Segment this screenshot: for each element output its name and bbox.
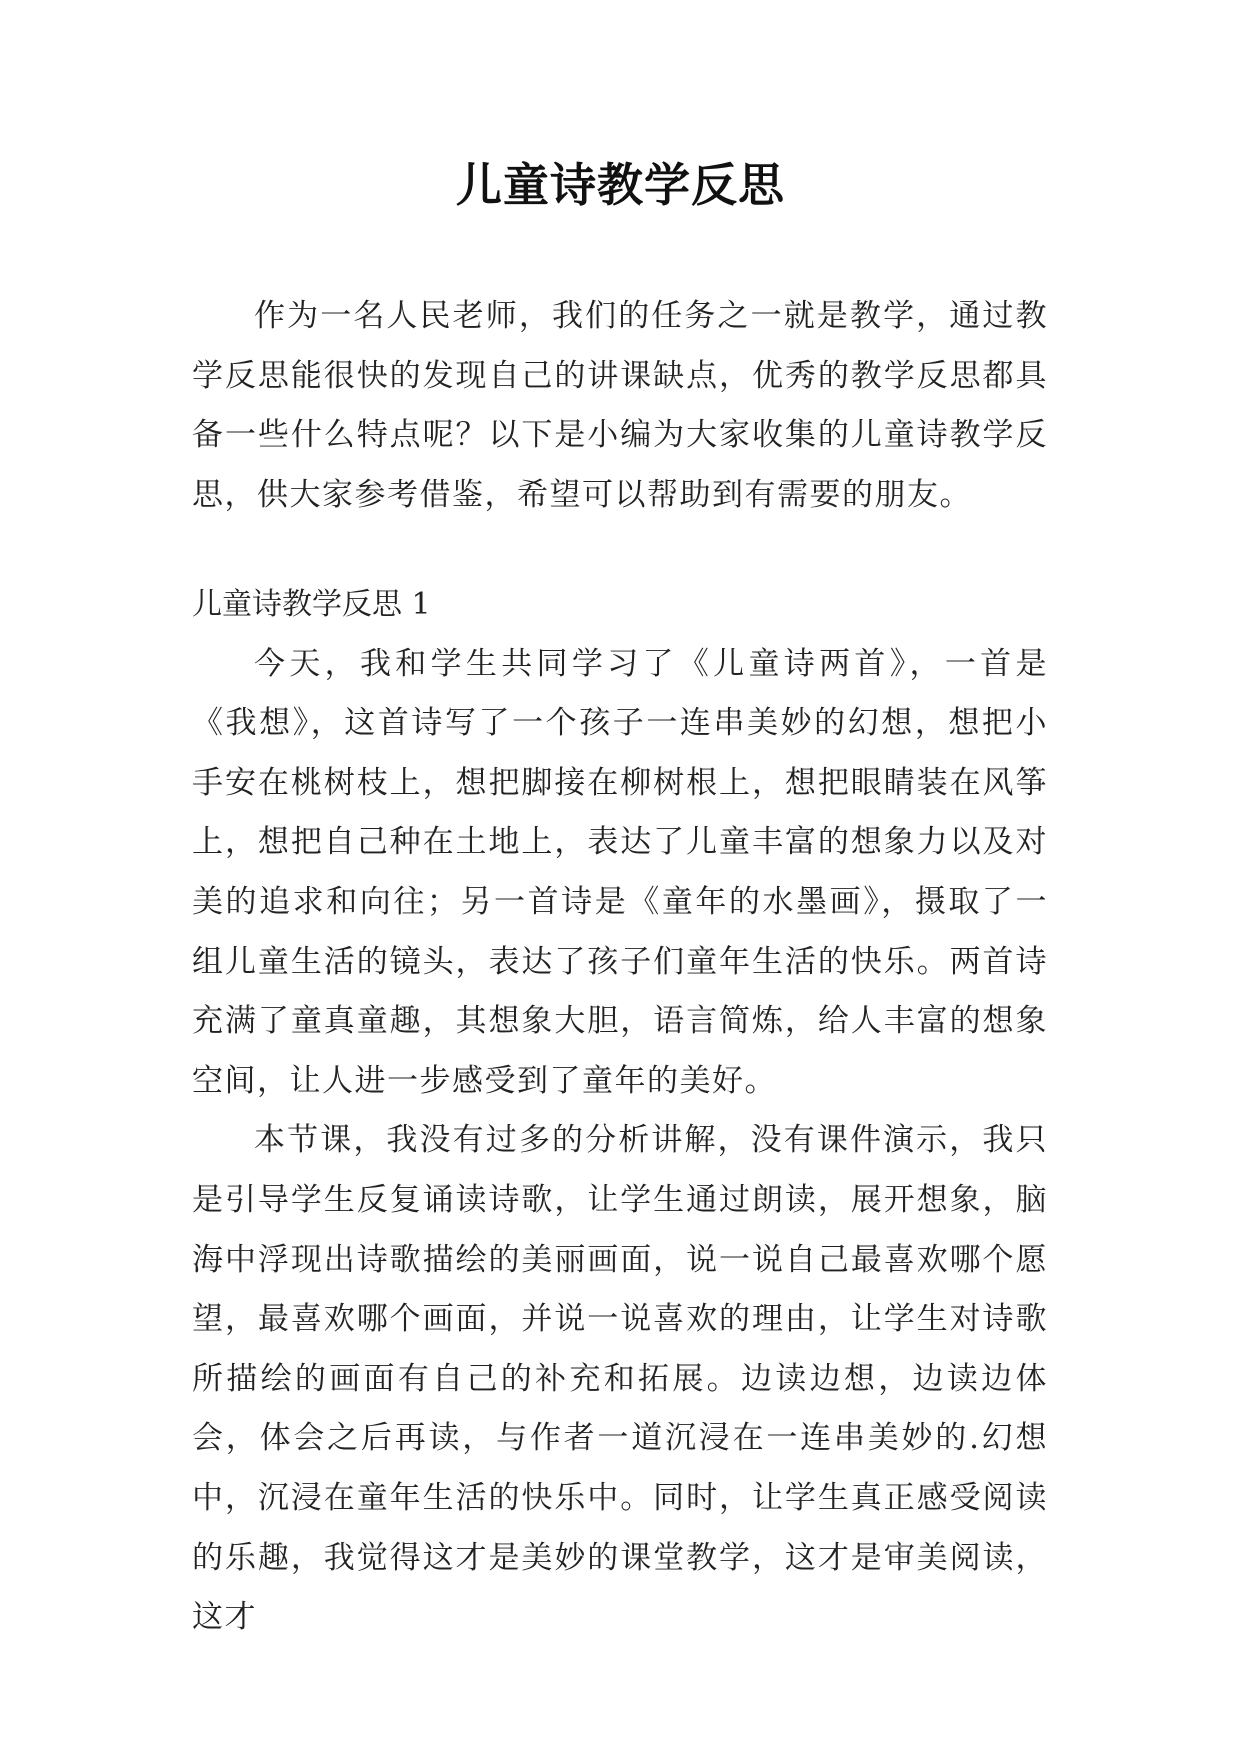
document-title: 儿童诗教学反思 [456,158,785,212]
section-1 [192,575,1048,1648]
section-paragraph-1: 今天，我和学生共同学习了《儿童诗两首》，一首是《我想》，这首诗写了一个孩子一连串美妙的幻想，想把小手安在桃树枝上，想把脚接在柳树根上，想把眼睛装在风筝上，想把自己种在土地上，表达了儿童丰富的想象力以及对美的追求和向往；另一首诗是《童年的水墨画》，摄取了一组儿童生活的镜头，表达了孩子们童年生活的快乐。两首诗充满了童真童趣，其想象大胆，语言简炼，给人丰富的想象空间，让人进一步感受到了童年的美好。 [192,645,1048,1099]
section-paragraph-2: 本节课，我没有过多的分析讲解，没有课件演示，我只是引导学生反复诵读诗歌，让学生通过朗读，展开想象，脑海中浮现出诗歌描绘的美丽画面，说一说自己最喜欢哪个愿望，最喜欢哪个画面，并说一说喜欢的理由，让学生对诗歌所描绘的画面有自己的补充和拓展。边读边想，边读边体会，体会之后再读，与作者一道沉浸在一连串美妙的.幻想中，沉浸在童年生活的快乐中。同时，让学生真正感受阅读的乐趣，我觉得这才是美妙的课堂教学，这才是审美阅读，这才 [192,1122,1048,1636]
section-heading: 儿童诗教学反思 1 [192,587,431,622]
intro-paragraph: 作为一名人民老师，我们的任务之一就是教学，通过教学反思能很快的发现自己的讲课缺点，优秀的教学反思都具备一些什么特点呢？以下是小编为大家收集的儿童诗教学反思，供大家参考借鉴，希望可以帮助到有需要的朋友。 [192,298,1048,513]
intro-block [192,287,1048,525]
